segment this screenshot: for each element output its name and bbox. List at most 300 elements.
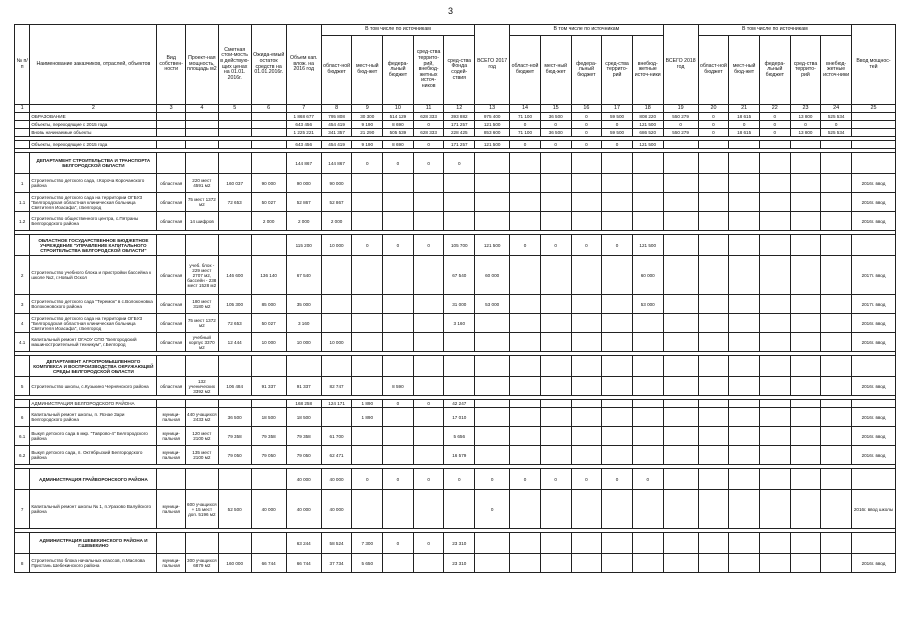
table-cell <box>352 256 383 295</box>
table-cell <box>352 490 383 529</box>
table-cell <box>632 446 663 465</box>
table-cell <box>790 333 821 352</box>
table-cell: 61 700 <box>321 427 352 446</box>
table-cell: 9 190 <box>352 121 383 129</box>
table-cell <box>663 333 698 352</box>
table-cell: 3 160 <box>444 314 475 333</box>
table-cell <box>602 427 633 446</box>
table-cell <box>663 256 698 295</box>
table-cell: 0 <box>510 235 541 256</box>
table-cell <box>352 377 383 396</box>
table-cell <box>790 377 821 396</box>
table-cell <box>383 295 414 314</box>
table-cell: 66 744 <box>251 554 286 573</box>
table-cell: 628 333 <box>413 113 444 121</box>
table-cell: муници-пальная <box>157 446 185 465</box>
table-cell: 808 220 <box>632 113 663 121</box>
table-cell <box>852 153 896 174</box>
object-name-cell: ОБЛАСТНОЕ ГОСУДАРСТВЕННОЕ БЮДЖЕТНОЕ УЧРЕЖДЕНИЕ "УПРАВЛЕНИЕ КАПИТАЛЬНОГО СТРОИТЕЛЬСТВА БЕЛГОРОДСКОЙ ОБЛАСТИ" <box>30 235 157 256</box>
header-sources-2018-group: В том числе по источникам <box>698 25 851 36</box>
table-cell: 31 000 <box>444 295 475 314</box>
object-name-cell: АДМИНИСТРАЦИЯ ШЕБЕКИНСКОГО РАЙОНА И Г.ШЕБЕКИНО <box>30 533 157 554</box>
table-cell <box>602 193 633 212</box>
table-cell <box>251 153 286 174</box>
table-cell: 7 <box>15 490 30 529</box>
table-cell <box>632 333 663 352</box>
table-cell <box>510 153 541 174</box>
table-cell <box>15 129 30 137</box>
table-cell <box>185 469 218 490</box>
table-cell: 2016г. ввод школы <box>852 490 896 529</box>
column-number-cell: 23 <box>790 105 821 113</box>
table-cell: 9 190 <box>352 141 383 149</box>
table-cell: 853 600 <box>475 129 510 137</box>
object-name-cell: Капитальный ремонт школы № 1, п.Уразово Валуйского района <box>30 490 157 529</box>
table-cell <box>729 490 760 529</box>
table-cell: 105 300 <box>218 295 251 314</box>
table-cell <box>413 333 444 352</box>
table-cell: 643 456 <box>286 121 321 129</box>
table-cell: 0 <box>413 121 444 129</box>
table-cell <box>15 400 30 408</box>
table-cell <box>510 193 541 212</box>
table-cell <box>663 490 698 529</box>
table-cell <box>510 256 541 295</box>
header-source: област-ной бюджет <box>698 36 729 105</box>
table-cell: муници-пальная <box>157 554 185 573</box>
table-cell <box>510 377 541 396</box>
header-total-2018: ВСЕГО 2018 год <box>663 25 698 105</box>
table-cell <box>790 141 821 149</box>
table-cell: 10 000 <box>251 333 286 352</box>
table-cell: 10 000 <box>321 333 352 352</box>
table-cell <box>383 256 414 295</box>
header-sources-2017-group: В том числе по источникам <box>510 25 663 36</box>
table-cell <box>475 314 510 333</box>
table-cell: 35 000 <box>286 295 321 314</box>
table-cell: 0 <box>510 141 541 149</box>
table-cell <box>413 554 444 573</box>
table-cell <box>413 256 444 295</box>
table-cell: 2 000 <box>321 212 352 231</box>
header-expected-balance: Ожида-емый остаток средств на 01.01.2016г. <box>251 25 286 105</box>
header-source: внебюд-жетные источ-ники <box>821 36 852 105</box>
table-cell: 0 <box>444 469 475 490</box>
table-cell <box>663 469 698 490</box>
table-cell <box>540 356 571 377</box>
table-cell <box>157 121 185 129</box>
header-source: мест-ный бюд-жет <box>729 36 760 105</box>
table-cell: 0 <box>571 129 602 137</box>
table-cell: учеб. блок - 229 мест 2707 м2, бассейн - 238 мест 1528 м2 <box>185 256 218 295</box>
table-cell: 16 579 <box>444 446 475 465</box>
table-cell <box>15 235 30 256</box>
table-cell: 115 200 <box>286 235 321 256</box>
table-cell <box>790 490 821 529</box>
table-cell: 72 653 <box>218 314 251 333</box>
table-cell <box>663 174 698 193</box>
column-number-cell: 22 <box>759 105 790 113</box>
table-cell <box>352 212 383 231</box>
table-cell <box>759 427 790 446</box>
table-cell <box>852 141 896 149</box>
table-cell: 40 000 <box>321 490 352 529</box>
table-cell <box>383 446 414 465</box>
table-cell <box>475 356 510 377</box>
table-cell: 13 800 <box>790 129 821 137</box>
table-cell: 0 <box>475 469 510 490</box>
object-name-cell: Объекты, переходящие с 2015 года <box>30 121 157 129</box>
table-cell <box>413 193 444 212</box>
table-cell: 12 444 <box>218 333 251 352</box>
table-cell <box>821 554 852 573</box>
table-cell: 2016г. ввод <box>852 408 896 427</box>
table-row <box>15 193 896 212</box>
object-name-cell: Капитальный ремонт школы, п. Яснае Зари Белгородского района <box>30 408 157 427</box>
header-source: федера-льный бюджет <box>383 36 414 105</box>
table-cell <box>663 400 698 408</box>
table-cell <box>185 533 218 554</box>
table-cell: 14 шифров <box>185 212 218 231</box>
header-source: сред-ства террито-рий <box>602 36 633 105</box>
table-cell: 0 <box>540 141 571 149</box>
table-cell: 1 868 677 <box>286 113 321 121</box>
table-cell <box>540 533 571 554</box>
table-cell: 2 <box>15 256 30 295</box>
summary-row <box>15 121 896 129</box>
table-cell <box>821 356 852 377</box>
capital-investment-table <box>14 24 896 573</box>
table-cell <box>852 400 896 408</box>
table-cell: 0 <box>698 113 729 121</box>
table-cell: 3 <box>15 295 30 314</box>
table-cell <box>632 153 663 174</box>
table-cell <box>218 141 251 149</box>
table-cell <box>602 554 633 573</box>
table-cell: 1 <box>15 174 30 193</box>
table-cell <box>251 113 286 121</box>
table-cell <box>632 193 663 212</box>
table-cell: 60 000 <box>632 256 663 295</box>
table-cell <box>602 314 633 333</box>
table-cell <box>413 174 444 193</box>
header-source: мест-ный бюд-жет <box>540 36 571 105</box>
table-cell <box>729 235 760 256</box>
table-cell <box>383 174 414 193</box>
table-cell <box>729 212 760 231</box>
table-cell <box>251 129 286 137</box>
table-cell <box>510 554 541 573</box>
table-cell: 124 171 <box>321 400 352 408</box>
table-cell <box>185 141 218 149</box>
table-cell <box>218 235 251 256</box>
table-cell: 121 500 <box>475 235 510 256</box>
table-cell <box>444 212 475 231</box>
object-name-cell: Строительство общественного центра, с.Пятраны Белгородского района <box>30 212 157 231</box>
table-cell: 79 358 <box>218 427 251 446</box>
table-cell <box>821 469 852 490</box>
table-cell: 40 000 <box>286 469 321 490</box>
table-row <box>15 314 896 333</box>
table-cell <box>540 256 571 295</box>
table-cell <box>821 141 852 149</box>
table-cell: 18 615 <box>729 113 760 121</box>
table-cell <box>663 314 698 333</box>
column-number-cell: 20 <box>698 105 729 113</box>
table-cell <box>157 533 185 554</box>
table-cell <box>759 554 790 573</box>
table-cell <box>821 408 852 427</box>
column-number-cell: 16 <box>571 105 602 113</box>
table-cell <box>218 113 251 121</box>
column-number-cell: 25 <box>852 105 896 113</box>
table-cell: 5 656 <box>444 427 475 446</box>
summary-row <box>15 400 896 408</box>
table-cell: 58 524 <box>321 533 352 554</box>
section-row <box>15 533 896 554</box>
table-cell <box>632 554 663 573</box>
table-cell: 18 500 <box>286 408 321 427</box>
table-cell: 0 <box>444 153 475 174</box>
table-cell: 505 539 <box>383 129 414 137</box>
table-cell <box>759 377 790 396</box>
table-cell <box>185 400 218 408</box>
table-cell: 2 000 <box>251 212 286 231</box>
table-cell <box>790 256 821 295</box>
table-cell: 643 456 <box>286 141 321 149</box>
table-cell <box>571 295 602 314</box>
column-number-cell: 8 <box>321 105 352 113</box>
table-cell: 121 500 <box>475 141 510 149</box>
table-cell <box>729 295 760 314</box>
table-cell <box>602 174 633 193</box>
header-sources-2016-group: В том числе по источникам <box>321 25 474 36</box>
table-cell <box>663 377 698 396</box>
table-cell <box>540 446 571 465</box>
table-cell <box>729 333 760 352</box>
table-cell: 0 <box>602 141 633 149</box>
table-cell: 71 100 <box>510 113 541 121</box>
table-cell: 550 279 <box>663 113 698 121</box>
column-number-cell: 21 <box>729 105 760 113</box>
header-number: № п/п <box>15 25 30 105</box>
table-cell: 2016г. ввод <box>852 377 896 396</box>
table-cell: 136 140 <box>251 256 286 295</box>
table-cell: 52 867 <box>321 193 352 212</box>
table-cell: 105 700 <box>444 235 475 256</box>
table-cell <box>663 295 698 314</box>
table-cell <box>698 554 729 573</box>
table-cell <box>632 377 663 396</box>
table-cell <box>632 356 663 377</box>
table-cell <box>571 153 602 174</box>
table-cell <box>821 333 852 352</box>
table-cell: 0 <box>759 113 790 121</box>
table-cell <box>602 408 633 427</box>
table-row <box>15 295 896 314</box>
table-cell <box>413 295 444 314</box>
table-cell <box>475 193 510 212</box>
table-cell <box>251 121 286 129</box>
table-cell <box>698 356 729 377</box>
table-cell: 0 <box>632 469 663 490</box>
table-cell <box>444 490 475 529</box>
summary-row <box>15 113 896 121</box>
table-cell: 0 <box>510 121 541 129</box>
table-cell <box>790 427 821 446</box>
table-cell: 180 мест 3180 м2 <box>185 295 218 314</box>
table-cell <box>729 141 760 149</box>
header-source: федера-льный бюджет <box>759 36 790 105</box>
table-cell <box>383 554 414 573</box>
table-cell <box>698 314 729 333</box>
table-cell <box>571 212 602 231</box>
table-cell <box>663 554 698 573</box>
table-cell: 79 050 <box>286 446 321 465</box>
table-cell <box>321 295 352 314</box>
table-cell <box>821 193 852 212</box>
column-number-cell: 4 <box>185 105 218 113</box>
object-name-cell: ДЕПАРТАМЕНТ СТРОИТЕЛЬСТВА И ТРАНСПОРТА БЕЛГОРОДСКОЙ ОБЛАСТИ <box>30 153 157 174</box>
object-name-cell: Объекты, переходящие с 2015 года <box>30 141 157 149</box>
table-cell: 52 867 <box>286 193 321 212</box>
table-cell <box>413 490 444 529</box>
table-cell <box>821 174 852 193</box>
table-cell <box>698 427 729 446</box>
table-cell: 0 <box>352 153 383 174</box>
table-row <box>15 377 896 396</box>
table-cell <box>571 174 602 193</box>
table-cell: 90 000 <box>251 174 286 193</box>
table-cell <box>157 235 185 256</box>
table-row <box>15 446 896 465</box>
table-cell <box>759 193 790 212</box>
table-cell: 0 <box>759 121 790 129</box>
table-cell <box>352 446 383 465</box>
table-cell: 0 <box>602 469 633 490</box>
table-cell <box>157 129 185 137</box>
table-cell <box>571 533 602 554</box>
object-name-cell: Строительство детского сада "Теремок" в с.Волоконовка Волоконовского района <box>30 295 157 314</box>
table-cell: 10 000 <box>286 333 321 352</box>
table-cell <box>510 446 541 465</box>
table-cell: 59 500 <box>602 113 633 121</box>
table-cell <box>251 356 286 377</box>
table-cell: 2 000 <box>286 212 321 231</box>
table-cell <box>383 356 414 377</box>
table-cell: 36 500 <box>540 129 571 137</box>
table-cell <box>698 400 729 408</box>
table-cell <box>759 153 790 174</box>
header-capacity-input: Ввод мощнос-тей <box>852 25 896 105</box>
table-cell <box>790 235 821 256</box>
table-cell <box>632 314 663 333</box>
table-cell <box>510 333 541 352</box>
table-cell <box>540 153 571 174</box>
table-cell: 23 310 <box>444 533 475 554</box>
table-cell: 36 500 <box>540 113 571 121</box>
table-cell <box>185 235 218 256</box>
column-number-cell: 11 <box>413 105 444 113</box>
table-cell: 0 <box>383 235 414 256</box>
table-cell: 52 500 <box>218 490 251 529</box>
table-cell: областная <box>157 377 185 396</box>
table-cell <box>729 256 760 295</box>
table-cell <box>540 490 571 529</box>
table-cell: 66 744 <box>286 554 321 573</box>
table-cell: областная <box>157 314 185 333</box>
table-cell: 2016г. ввод <box>852 427 896 446</box>
table-cell <box>352 295 383 314</box>
table-cell <box>698 469 729 490</box>
table-cell <box>413 446 444 465</box>
table-cell <box>729 193 760 212</box>
table-cell <box>602 400 633 408</box>
table-cell: 132 ученических 3392 м2 <box>185 377 218 396</box>
table-cell: 1 225 221 <box>286 129 321 137</box>
table-cell: 220 мест 4591 м2 <box>185 174 218 193</box>
summary-row <box>15 129 896 137</box>
table-cell <box>759 533 790 554</box>
table-cell <box>475 333 510 352</box>
column-number-cell: 7 <box>286 105 321 113</box>
table-cell: 120 мест 2100 м2 <box>185 427 218 446</box>
table-cell <box>413 427 444 446</box>
table-cell <box>540 212 571 231</box>
table-cell <box>698 256 729 295</box>
table-cell <box>663 408 698 427</box>
table-cell <box>383 193 414 212</box>
table-cell: 0 <box>510 469 541 490</box>
table-cell <box>571 554 602 573</box>
column-number-cell: 6 <box>251 105 286 113</box>
header-source: сред-ства террито-рий, внебюд-жетных источ-ников <box>413 36 444 105</box>
table-cell <box>759 490 790 529</box>
table-cell <box>852 469 896 490</box>
table-cell: 525 534 <box>821 113 852 121</box>
column-number-cell: 19 <box>663 105 698 113</box>
table-cell <box>759 235 790 256</box>
table-cell: областная <box>157 295 185 314</box>
table-cell <box>571 490 602 529</box>
table-cell: 0 <box>571 121 602 129</box>
table-cell <box>632 408 663 427</box>
table-cell: 0 <box>602 121 633 129</box>
header-source: област-ной бюджет <box>510 36 541 105</box>
table-cell: 75 мест 1372 м2 <box>185 314 218 333</box>
table-cell <box>821 377 852 396</box>
header-source: област-ной бюджет <box>321 36 352 105</box>
table-cell <box>759 469 790 490</box>
table-cell <box>540 295 571 314</box>
table-cell <box>15 356 30 377</box>
table-cell <box>571 333 602 352</box>
table-row <box>15 333 896 352</box>
table-cell: 146 600 <box>218 256 251 295</box>
table-cell <box>510 400 541 408</box>
table-cell <box>571 356 602 377</box>
header-source: сред-ства Фонда содей-ствия <box>444 36 475 105</box>
table-cell <box>15 469 30 490</box>
column-number-cell: 13 <box>475 105 510 113</box>
table-cell: 8 690 <box>383 141 414 149</box>
table-cell <box>475 174 510 193</box>
table-cell: 6.1 <box>15 427 30 446</box>
table-cell <box>475 400 510 408</box>
table-cell <box>602 533 633 554</box>
table-cell: 2016г. ввод <box>852 212 896 231</box>
column-number-row <box>15 105 896 113</box>
